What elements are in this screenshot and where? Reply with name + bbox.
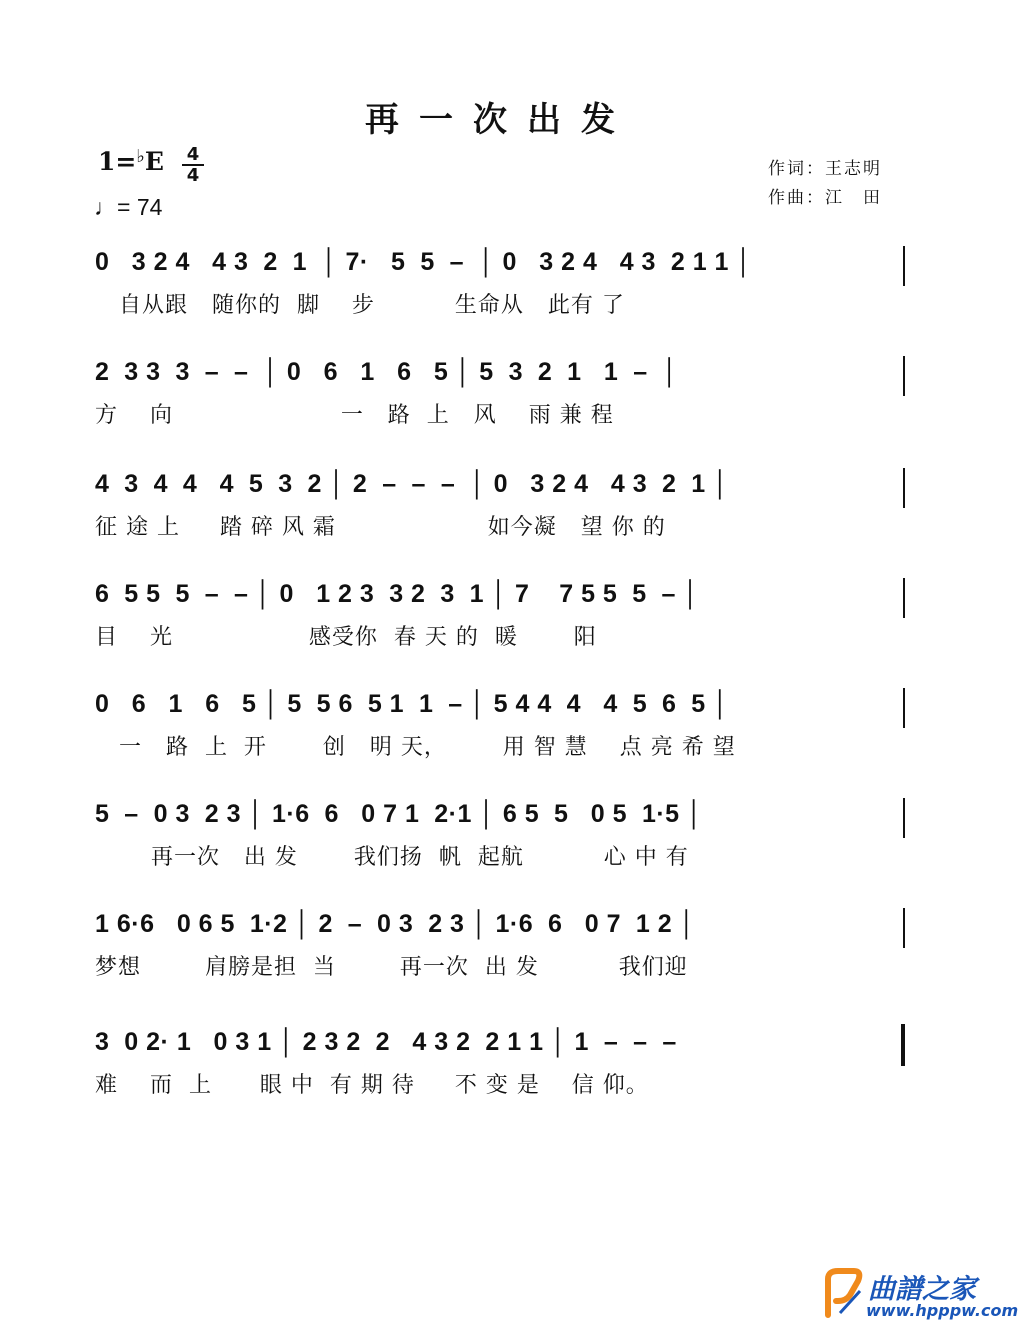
notation-line: 3 0 2· 1 0 3 1 │ 2 3 2 2 4 3 2 2 1 1 │ 1 – – – xyxy=(95,1028,685,1056)
tempo-marking xyxy=(94,194,162,221)
site-url: www.hpppw.com xyxy=(866,1301,1018,1320)
tempo-value: = 74 xyxy=(117,194,163,220)
notation-line: 4 3 4 4 4 5 3 2 │ 2 – – – │ 0 3 2 4 4 3 2 1 │ xyxy=(95,470,730,498)
score-row-4 xyxy=(95,580,915,690)
site-watermark xyxy=(820,1265,1018,1325)
barline xyxy=(903,908,905,948)
score-row-8 xyxy=(95,1028,915,1138)
lyrics-line: 征 途 上 踏 碎 风 霜 如今凝 望 你 的 xyxy=(95,515,666,540)
credits xyxy=(768,155,882,213)
barline xyxy=(903,356,905,396)
score-row-3 xyxy=(95,470,915,580)
lyrics-line: 自从跟 随你的 脚 步 生命从 此有 了 xyxy=(95,293,625,318)
final-barline xyxy=(901,1024,905,1066)
score-row-1 xyxy=(95,248,915,358)
score-row-7 xyxy=(95,910,915,1020)
lyrics-line: 目 光 感受你 春 天 的 暖 阳 xyxy=(95,625,597,650)
score-row-5 xyxy=(95,690,915,800)
notation-line: 0 6 1 6 5 │ 5 5 6 5 1 1 – │ 5 4 4 4 4 5 6 5 │ xyxy=(95,690,730,718)
time-signature xyxy=(182,146,204,184)
barline xyxy=(903,688,905,728)
barline xyxy=(903,578,905,618)
lyrics-line: 难 而 上 眼 中 有 期 待 不 变 是 信 仰。 xyxy=(95,1073,649,1098)
notation-line: 6 5 5 5 – – │ 0 1 2 3 3 2 3 1 │ 7 7 5 5 5 – │ xyxy=(95,580,700,608)
notation-line: 1 6·6 0 6 5 1·2 │ 2 – 0 3 2 3 │ 1·6 6 0 7 1 2 │ xyxy=(95,910,696,938)
notation-line: 0 3 2 4 4 3 2 1 │ 7· 5 5 – │ 0 3 2 4 4 3 2 1 1 │ xyxy=(95,248,753,276)
score-row-6 xyxy=(95,800,915,910)
time-denominator: 4 xyxy=(186,165,200,186)
lyrics-line: 再一次 出 发 我们扬 帆 起航 心 中 有 xyxy=(95,845,689,870)
barline xyxy=(903,798,905,838)
key-signature xyxy=(98,146,164,176)
barline xyxy=(903,468,905,508)
lyrics-line: 方 向 一 路 上 风 雨 兼 程 xyxy=(95,403,614,428)
notation-line: 2 3 3 3 – – │ 0 6 1 6 5 │ 5 3 2 1 1 – │ xyxy=(95,358,679,386)
logo-icon xyxy=(820,1265,864,1321)
key-prefix: 1= xyxy=(98,147,137,176)
key-note: E xyxy=(144,147,164,176)
flat-symbol: ♭ xyxy=(136,146,145,167)
lyrics-line: 梦想 肩膀是担 当 再一次 出 发 我们迎 xyxy=(95,955,688,980)
barline xyxy=(903,246,905,286)
notation-line: 5 – 0 3 2 3 │ 1·6 6 0 7 1 2·1 │ 6 5 5 0 5 1·5 │ xyxy=(95,800,704,828)
site-name: 曲譜之家 xyxy=(868,1274,976,1305)
lyricist-credit: 作词：王志明 xyxy=(768,159,882,179)
song-title: 再一次出发 xyxy=(365,100,635,140)
score-row-2 xyxy=(95,358,915,468)
quarter-note-icon: ♩ xyxy=(94,194,117,220)
lyrics-line: 一 路 上 开 创 明 天， 用 智 慧 点 亮 希 望 xyxy=(95,735,736,760)
composer-credit: 作曲：江 田 xyxy=(768,188,882,208)
time-numerator: 4 xyxy=(186,144,200,165)
